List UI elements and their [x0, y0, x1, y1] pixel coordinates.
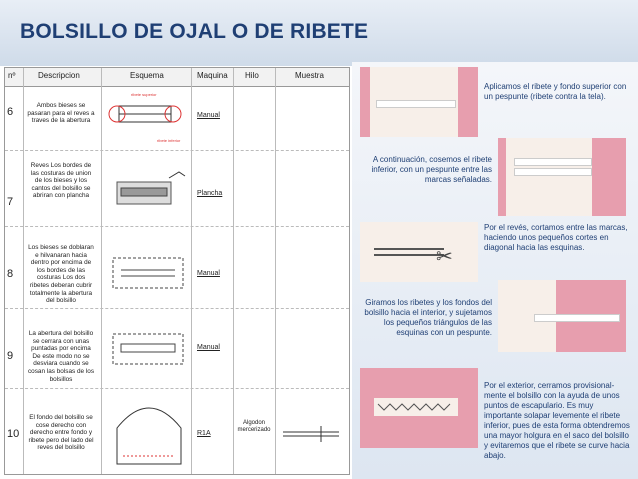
header-maquina: Maquina — [197, 71, 228, 80]
row-number: 10 — [7, 428, 20, 440]
row-thread: Algodon mercerizado — [237, 420, 271, 433]
row-description: Los bieses se doblaran e hilvanaran hacia dentro por encima de los bordes de las costuras Los dos ribetes deberan cubrir totalmente la abertura del bolsillo — [28, 244, 94, 305]
row-number: 6 — [7, 106, 14, 118]
step-photo-5 — [360, 368, 478, 448]
row-number: 7 — [7, 196, 14, 208]
row-description: El fondo del bolsillo se cose derecho con derecho entre fondo y ribete pero del lado del reves del bolsillo — [28, 414, 94, 452]
step-photo-1 — [360, 67, 478, 137]
schema-diagram-8 — [109, 254, 189, 294]
step-note-5: Por el exterior, cerramos provisional-mente el bolsillo con la ayuda de unos puntos de escapulario. Es muy importante solapar levemente el ribete inferior, pues de esta forma obtendremos una mayor holgura en el saco del bolsillo y evitaremos que el ribete se curve hacia abajo. — [484, 381, 630, 460]
scissors-icon: ✂ — [436, 246, 453, 268]
header-muestra: Muestra — [295, 71, 324, 80]
schema-diagram-9 — [109, 330, 189, 370]
step-note-4: Giramos los ribetes y los fondos del bolsillo hacia el interior, y sujetamos los pequeños triángulos de las esquinas con un pespunte. — [364, 298, 492, 337]
step-photo-3 — [360, 222, 478, 282]
header-no: nº — [8, 71, 16, 80]
header-esquema: Esquema — [130, 71, 164, 80]
step-note-1: Aplicamos el ribete y fondo superior con un pespunte (ribete contra la tela). — [484, 82, 627, 101]
procedure-table — [4, 67, 350, 475]
row-description: La abertura del bolsillo se cerrara con unas puntadas por encima De este modo no se desviara cuando se cosan las bolsas de los bolsillos — [27, 330, 95, 383]
page-title: BOLSILLO DE OJAL O DE RIBETE — [20, 20, 369, 43]
step-photo-2 — [498, 138, 626, 216]
header-hilo: Hilo — [245, 71, 259, 80]
label-ribete-superior: ribete superior — [131, 92, 157, 97]
label-ribete-inferior: ribete inferior — [157, 138, 181, 143]
row-machine: Plancha — [197, 190, 223, 197]
row-machine: Manual — [197, 344, 220, 351]
table-header — [5, 68, 349, 87]
schema-diagram-6 — [105, 88, 189, 148]
schema-diagram-10 — [109, 394, 189, 470]
row-number: 8 — [7, 268, 14, 280]
step-note-3: Por el revés, cortamos entre las marcas, haciendo unos pequeños cortes en diagonal hacia las esquinas. — [484, 223, 628, 252]
row-machine: R1A — [197, 430, 211, 437]
row-machine: Manual — [197, 270, 220, 277]
step-photo-4 — [498, 280, 626, 352]
row-description: Ambos bieses se pasaran para el reves a traves de la abertura — [27, 102, 95, 125]
row-machine: Manual — [197, 112, 220, 119]
schema-diagram-7 — [113, 168, 189, 218]
step-note-2: A continuación, cosemos el ribete inferior, con un pespunte entre las marcas señaladas. — [371, 155, 492, 184]
row-description: Reves Los bordes de las costuras de union de los bieses y los cantos del bolsillo se abriran con plancha — [30, 162, 92, 200]
stitch-marks — [376, 402, 456, 412]
row-number: 9 — [7, 350, 14, 362]
header-descripcion: Descripcion — [38, 71, 80, 80]
sample-stitch — [281, 424, 343, 444]
